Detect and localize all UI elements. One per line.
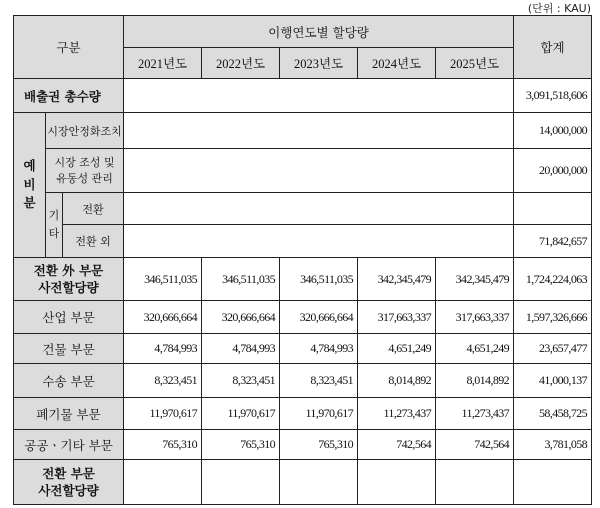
year-value: 765,310 bbox=[124, 430, 202, 460]
year-value: 11,273,437 bbox=[358, 398, 436, 430]
total-value: 1,597,326,666 bbox=[514, 301, 592, 334]
empty-cell bbox=[124, 225, 514, 258]
row-label: 전환 부문 사전할당량 bbox=[14, 460, 124, 505]
row-label: 폐기물 부문 bbox=[14, 398, 124, 430]
row-other-conversion bbox=[14, 193, 592, 225]
total-value: 14,000,000 bbox=[514, 113, 592, 149]
year-value: 11,970,617 bbox=[124, 398, 202, 430]
header-category: 구분 bbox=[14, 16, 124, 79]
year-value: 11,970,617 bbox=[280, 398, 358, 430]
header-year: 2024년도 bbox=[358, 48, 436, 79]
year-value: 342,345,479 bbox=[436, 258, 514, 301]
header-year: 2023년도 bbox=[280, 48, 358, 79]
year-value: 8,323,451 bbox=[124, 364, 202, 398]
empty-cell bbox=[358, 460, 436, 505]
row-label: 전환 bbox=[63, 193, 124, 225]
row-label: 전환 외 bbox=[63, 225, 124, 258]
other-label: 기 타 bbox=[46, 193, 63, 258]
row-label: 시장안정화조치 bbox=[46, 113, 124, 149]
header-year: 2021년도 bbox=[124, 48, 202, 79]
row-market-making bbox=[14, 149, 592, 193]
year-value: 742,564 bbox=[358, 430, 436, 460]
header-year: 2025년도 bbox=[436, 48, 514, 79]
total-value bbox=[514, 193, 592, 225]
reserve-label: 예 비 분 bbox=[14, 113, 46, 258]
row-sector-transport bbox=[14, 364, 592, 398]
empty-cell bbox=[514, 460, 592, 505]
year-value: 317,663,337 bbox=[358, 301, 436, 334]
header-year: 2022년도 bbox=[202, 48, 280, 79]
empty-cell bbox=[280, 460, 358, 505]
row-sector-industry bbox=[14, 301, 592, 334]
empty-cell bbox=[124, 149, 514, 193]
year-value: 320,666,664 bbox=[280, 301, 358, 334]
year-value: 320,666,664 bbox=[202, 301, 280, 334]
allocation-table bbox=[13, 15, 592, 505]
total-value: 71,842,657 bbox=[514, 225, 592, 258]
row-label: 배출권 총수량 bbox=[14, 79, 124, 113]
row-sector-building bbox=[14, 334, 592, 364]
row-label: 건물 부문 bbox=[14, 334, 124, 364]
year-value: 346,511,035 bbox=[280, 258, 358, 301]
year-value: 742,564 bbox=[436, 430, 514, 460]
empty-cell bbox=[124, 113, 514, 149]
row-total-permits bbox=[14, 79, 592, 113]
year-value: 4,784,993 bbox=[202, 334, 280, 364]
year-value: 11,273,437 bbox=[436, 398, 514, 430]
row-label: 전환 外 부문 사전할당량 bbox=[14, 258, 124, 301]
year-value: 4,651,249 bbox=[358, 334, 436, 364]
row-label: 시장 조성 및 유동성 관리 bbox=[46, 149, 124, 193]
row-sector-public-other bbox=[14, 430, 592, 460]
total-value: 41,000,137 bbox=[514, 364, 592, 398]
total-value: 3,091,518,606 bbox=[514, 79, 592, 113]
year-value: 4,651,249 bbox=[436, 334, 514, 364]
row-market-stabilization bbox=[14, 113, 592, 149]
row-label: 수송 부문 bbox=[14, 364, 124, 398]
empty-cell bbox=[202, 460, 280, 505]
year-value: 346,511,035 bbox=[124, 258, 202, 301]
row-sector-waste bbox=[14, 398, 592, 430]
year-value: 317,663,337 bbox=[436, 301, 514, 334]
year-value: 8,014,892 bbox=[436, 364, 514, 398]
year-value: 346,511,035 bbox=[202, 258, 280, 301]
row-other-non-conversion bbox=[14, 225, 592, 258]
row-label: 산업 부문 bbox=[14, 301, 124, 334]
header-total: 합계 bbox=[514, 16, 592, 79]
total-value: 3,781,058 bbox=[514, 430, 592, 460]
header-group-title: 이행연도별 할당량 bbox=[124, 16, 514, 48]
year-value: 765,310 bbox=[202, 430, 280, 460]
row-label: 공공ㆍ기타 부문 bbox=[14, 430, 124, 460]
year-value: 8,014,892 bbox=[358, 364, 436, 398]
total-value: 1,724,224,063 bbox=[514, 258, 592, 301]
year-value: 8,323,451 bbox=[280, 364, 358, 398]
year-value: 320,666,664 bbox=[124, 301, 202, 334]
year-value: 11,970,617 bbox=[202, 398, 280, 430]
year-value: 4,784,993 bbox=[280, 334, 358, 364]
empty-cell bbox=[124, 460, 202, 505]
year-value: 342,345,479 bbox=[358, 258, 436, 301]
year-value: 4,784,993 bbox=[124, 334, 202, 364]
year-value: 8,323,451 bbox=[202, 364, 280, 398]
year-value: 765,310 bbox=[280, 430, 358, 460]
empty-cell bbox=[124, 79, 514, 113]
total-value: 58,458,725 bbox=[514, 398, 592, 430]
total-value: 20,000,000 bbox=[514, 149, 592, 193]
row-non-conversion-sector bbox=[14, 258, 592, 301]
empty-cell bbox=[124, 193, 514, 225]
empty-cell bbox=[436, 460, 514, 505]
total-value: 23,657,477 bbox=[514, 334, 592, 364]
row-conversion-sector bbox=[14, 460, 592, 505]
unit-note: (단위 : KAU) bbox=[527, 2, 591, 15]
header-row-top bbox=[14, 16, 592, 48]
